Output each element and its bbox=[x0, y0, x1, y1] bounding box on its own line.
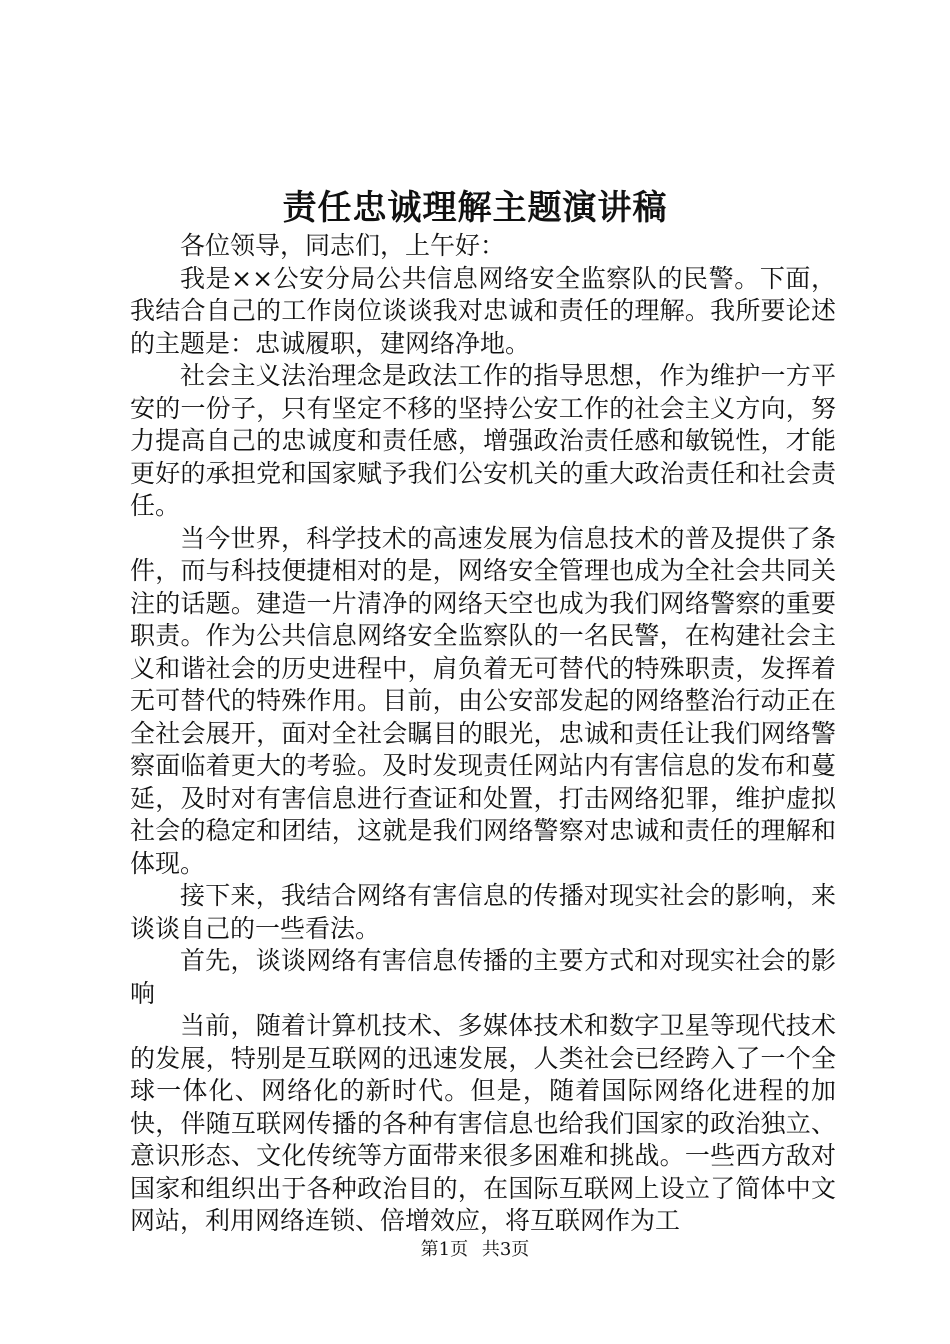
paragraph-rule-of-law: 社会主义法治理念是政法工作的指导思想，作为维护一方平安的一份子，只有坚定不移的坚持公安工作的社会主义方向，努力提高自己的忠诚度和责任感，增强政治责任感和敏锐性，才能更好的承担党和国家赋予我们公安机关的重大政治责任和社会责任。 bbox=[130, 361, 836, 520]
page-number-total: 共3页 bbox=[481, 1239, 530, 1260]
paragraph-intro: 我是××公安分局公共信息网络安全监察队的民警。下面，我结合自己的工作岗位谈谈我对忠诚和责任的理解。我所要论述的主题是：忠诚履职，建网络净地。 bbox=[130, 263, 836, 358]
paragraph-transition: 接下来，我结合网络有害信息的传播对现实社会的影响，来谈谈自己的一些看法。 bbox=[130, 881, 836, 943]
paragraph-greeting: 各位领导，同志们，上午好： bbox=[180, 231, 506, 260]
document-title: 责任忠诚理解主题演讲稿 bbox=[282, 188, 668, 228]
paragraph-current-situation: 当前，随着计算机技术、多媒体技术和数字卫星等现代技术的发展，特别是互联网的迅速发展，人类社会已经跨入了一个全球一体化、网络化的新时代。但是，随着国际网络化进程的加快，伴随互联网传播的各种有害信息也给我们国家的政治独立、意识形态、文化传统等方面带来很多困难和挑战。一些西方敌对国家和组织出于各种政治目的，在国际互联网上设立了简体中文网站，利用网络连锁、倍增效应，将互联网作为工 bbox=[130, 1011, 836, 1235]
document-body bbox=[130, 230, 836, 1238]
page-number-current: 第1页 bbox=[420, 1239, 469, 1260]
paragraph-first-point: 首先，谈谈网络有害信息传播的主要方式和对现实社会的影响 bbox=[130, 946, 836, 1008]
page-footer bbox=[0, 1238, 950, 1262]
paragraph-network-security: 当今世界，科学技术的高速发展为信息技术的普及提供了条件，而与科技便捷相对的是，网络安全管理也成为全社会共同关注的话题。建造一片清净的网络天空也成为我们网络警察的重要职责。作为公共信息网络安全监察队的一名民警，在构建社会主义和谐社会的历史进程中，肩负着无可替代的特殊职责，发挥着无可替代的特殊作用。目前，由公安部发起的网络整治行动正在全社会展开，面对全社会瞩目的眼光，忠诚和责任让我们网络警察面临着更大的考验。及时发现责任网站内有害信息的发布和蔓延，及时对有害信息进行查证和处置，打击网络犯罪，维护虚拟社会的稳定和团结，这就是我们网络警察对忠诚和责任的理解和体现。 bbox=[130, 523, 836, 878]
